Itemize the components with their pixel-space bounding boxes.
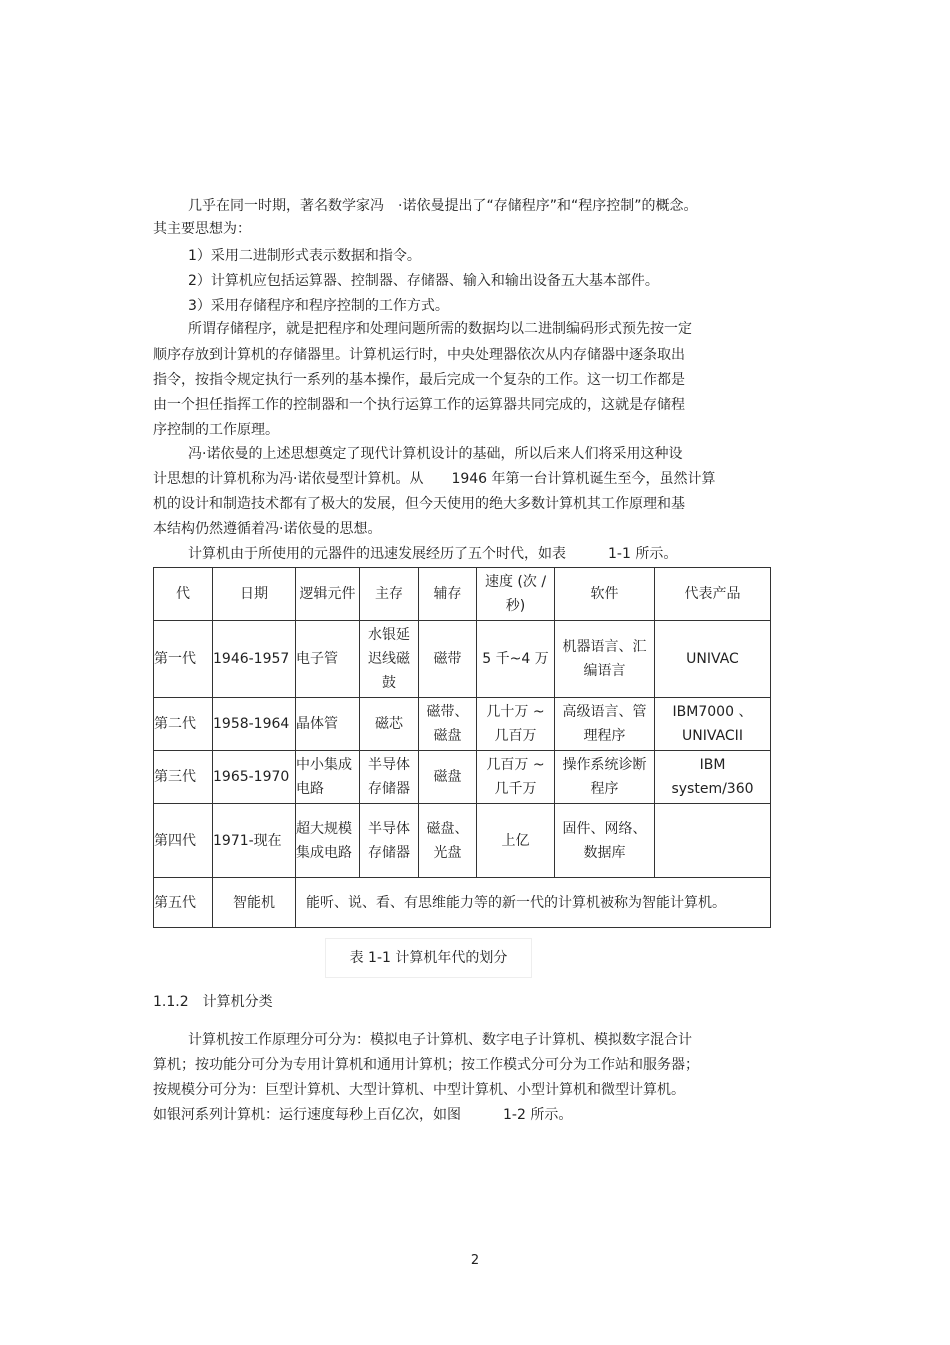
cell-speed: 几十万 ~ 几百万: [477, 698, 555, 751]
header-speed: 速度 (次 / 秒): [477, 568, 555, 621]
cell-main-memory: 磁芯: [360, 698, 419, 751]
header-aux-storage: 辅存: [419, 568, 477, 621]
cell-product: IBM system/360: [655, 751, 771, 804]
intro-line-1: 几乎在同一时期，著名数学家冯 ·诺依曼提出了“存储程序”和“程序控制”的概念。: [188, 198, 698, 214]
cell-date: 1958-1964: [213, 698, 296, 751]
paragraph4-line-4: 如银河系列计算机：运行速度每秒上百亿次，如图 1-2 所示。: [153, 1107, 573, 1123]
cell-software: 高级语言、管理程序: [555, 698, 655, 751]
cell-aux-storage: 磁盘: [419, 751, 477, 804]
cell-logic-element: 中小集成电路: [296, 751, 360, 804]
table-caption: 表 1-1 计算机年代的划分: [325, 938, 532, 978]
header-software: 软件: [555, 568, 655, 621]
cell-aux-storage: 磁盘、光盘: [419, 804, 477, 878]
cell-date: 1965-1970: [213, 751, 296, 804]
cell-product: IBM7000 、UNIVACII: [655, 698, 771, 751]
cell-speed: 几百万 ~ 几千万: [477, 751, 555, 804]
cell-main-memory: 水银延迟线磁鼓: [360, 621, 419, 698]
cell-software: 操作系统诊断程序: [555, 751, 655, 804]
cell-date: 1971-现在: [213, 804, 296, 878]
cell-generation: 第三代: [154, 751, 213, 804]
paragraph2-line-2: 顺序存放到计算机的存储器里。计算机运行时，中央处理器依次从内存储器中逐条取出: [153, 347, 685, 363]
cell-logic-element: 电子管: [296, 621, 360, 698]
header-logic-element: 逻辑元件: [296, 568, 360, 621]
principle-1: 1）采用二进制形式表示数据和指令。: [188, 248, 421, 264]
header-product: 代表产品: [655, 568, 771, 621]
paragraph2-line-3: 指令，按指令规定执行一系列的基本操作，最后完成一个复杂的工作。这一切工作都是: [153, 372, 685, 388]
table-row: [154, 804, 771, 878]
cell-product: [655, 804, 771, 878]
header-generation: 代: [154, 568, 213, 621]
cell-product: UNIVAC: [655, 621, 771, 698]
cell-generation: 第二代: [154, 698, 213, 751]
computer-generations-table: [153, 567, 771, 928]
principle-3: 3）采用存储程序和程序控制的工作方式。: [188, 298, 449, 314]
table-row: [154, 878, 771, 928]
cell-main-memory: 半导体存储器: [360, 804, 419, 878]
paragraph2-line-5: 序控制的工作原理。: [153, 422, 279, 438]
header-date: 日期: [213, 568, 296, 621]
paragraph2-line-4: 由一个担任指挥工作的控制器和一个执行运算工作的运算器共同完成的，这就是存储程: [153, 397, 685, 413]
cell-main-memory: 半导体存储器: [360, 751, 419, 804]
cell-speed: 上亿: [477, 804, 555, 878]
table-row: [154, 751, 771, 804]
table-row: [154, 698, 771, 751]
cell-generation: 第四代: [154, 804, 213, 878]
cell-generation: 第一代: [154, 621, 213, 698]
principle-2: 2）计算机应包括运算器、控制器、存储器、输入和输出设备五大基本部件。: [188, 273, 659, 289]
paragraph3-line-4: 本结构仍然遵循着冯·诺依曼的思想。: [153, 521, 382, 537]
cell-software: 机器语言、汇编语言: [555, 621, 655, 698]
table-row: [154, 621, 771, 698]
paragraph2-line-1: 所谓存储程序，就是把程序和处理问题所需的数据均以二进制编码形式预先按一定: [188, 321, 692, 337]
cell-aux-storage: 磁带: [419, 621, 477, 698]
table-intro: 计算机由于所使用的元器件的迅速发展经历了五个时代，如表 1-1 所示。: [188, 546, 678, 562]
cell-aux-storage: 磁带、磁盘: [419, 698, 477, 751]
paragraph4-line-2: 算机；按功能分可分为专用计算机和通用计算机；按工作模式分可分为工作站和服务器；: [153, 1057, 699, 1073]
paragraph3-line-1: 冯·诺依曼的上述思想奠定了现代计算机设计的基础，所以后来人们将采用这种设: [188, 446, 683, 462]
paragraph3-line-2: 计思想的计算机称为冯·诺依曼型计算机。从 1946 年第一台计算机诞生至今，虽然计算: [153, 471, 716, 487]
cell-date: 智能机: [213, 878, 296, 928]
section-heading: 1.1.2 计算机分类: [153, 994, 273, 1010]
paragraph3-line-3: 机的设计和制造技术都有了极大的发展，但今天使用的绝大多数计算机其工作原理和基: [153, 496, 685, 512]
table-header-row: [154, 568, 771, 621]
paragraph4-line-3: 按规模分可分为：巨型计算机、大型计算机、中型计算机、小型计算机和微型计算机。: [153, 1082, 685, 1098]
cell-description: 能听、说、看、有思维能力等的新一代的计算机被称为智能计算机。: [296, 878, 771, 928]
intro-line-2: 其主要思想为：: [153, 221, 251, 237]
paragraph4-line-1: 计算机按工作原理分可分为：模拟电子计算机、数字电子计算机、模拟数字混合计: [188, 1032, 692, 1048]
cell-software: 固件、网络、数据库: [555, 804, 655, 878]
header-main-memory: 主存: [360, 568, 419, 621]
cell-logic-element: 超大规模集成电路: [296, 804, 360, 878]
cell-logic-element: 晶体管: [296, 698, 360, 751]
page-number: 2: [470, 1253, 480, 1268]
cell-speed: 5 千~4 万: [477, 621, 555, 698]
cell-date: 1946-1957: [213, 621, 296, 698]
cell-generation: 第五代: [154, 878, 213, 928]
